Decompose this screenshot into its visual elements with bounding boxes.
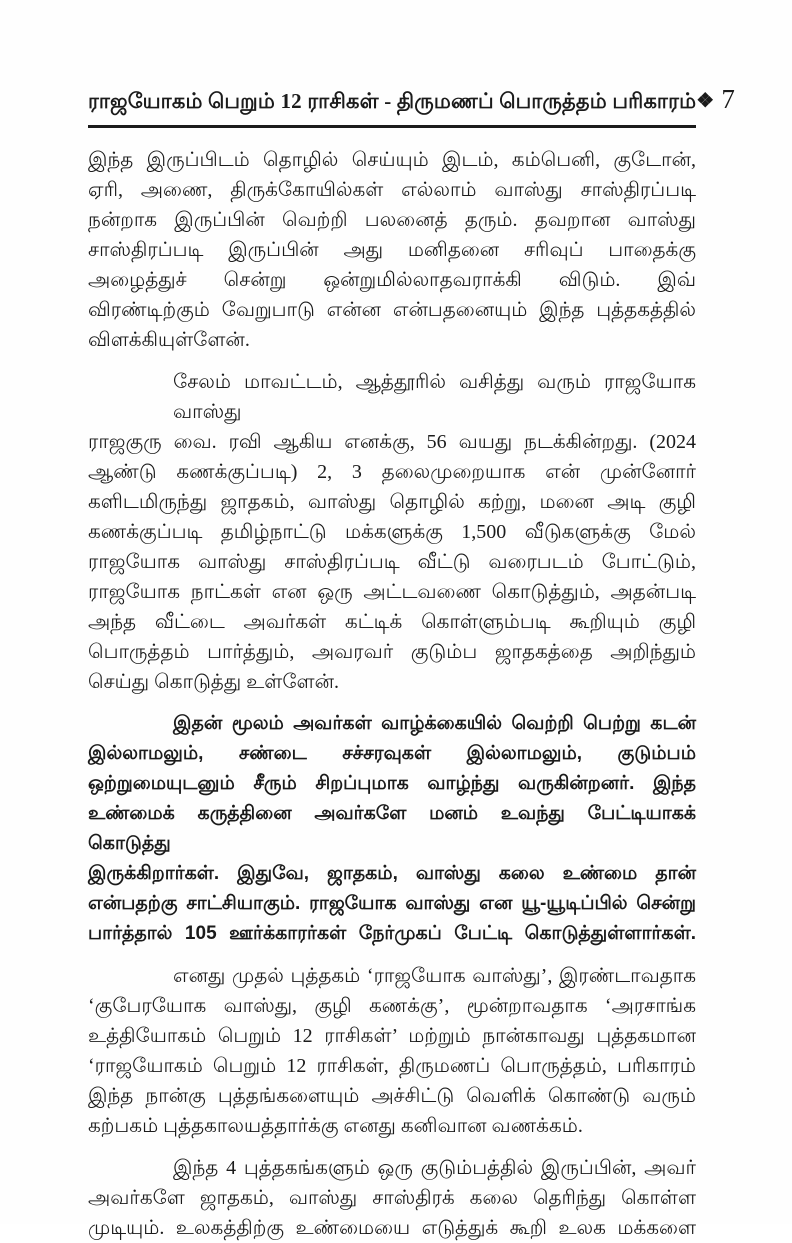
diamond-ornament-icon: ❖	[696, 90, 715, 112]
text-line: ஒற்றுமையுடனும் சீரும் சிறப்புமாக வாழ்ந்து வருகின்றனர். இந்த	[88, 773, 696, 794]
text-line: கணக்குப்படி தமிழ்நாட்டு மக்களுக்கு 1,500 வீடுகளுக்கு மேல்	[88, 521, 696, 543]
text-line: விளக்கியுள்ளேன்.	[88, 329, 250, 351]
text-line: இதன் மூலம் அவர்கள் வாழ்க்கையில் வெற்றி பெற்று கடன்	[173, 713, 696, 734]
text-line: எனது முதல் புத்தகம் ‘ராஜயோக வாஸ்து’, இரண்டாவதாக	[173, 965, 696, 987]
page-number-group	[696, 84, 735, 115]
text-line: செய்து கொடுத்து உள்ளேன்.	[88, 671, 339, 693]
text-line: சேலம் மாவட்டம், ஆத்தூரில் வசித்து வரும் ராஜயோக வாஸ்து	[173, 371, 696, 423]
text-line: ‘குபேரயோக வாஸ்து, குழி கணக்கு’, மூன்றாவதாக ‘அரசாங்க	[88, 995, 696, 1017]
text-line: நன்றாக இருப்பின் வெற்றி பலனைத் தரும். தவறான வாஸ்து	[88, 209, 696, 231]
paragraph-1	[88, 145, 696, 355]
text-line: கற்பகம் புத்தகாலயத்தார்க்கு எனது கனிவான வணக்கம்.	[88, 1115, 583, 1137]
text-line: சாஸ்திரப்படி இருப்பின் அது மனிதனை சரிவுப் பாதைக்கு	[88, 239, 696, 261]
text-line: களிடமிருந்து ஜாதகம், வாஸ்து தொழில் கற்று, மனை அடி குழி	[88, 491, 696, 513]
text-line: இந்த நான்கு புத்தங்களையும் அச்சிட்டு வெளிக் கொண்டு வரும்	[88, 1085, 696, 1107]
body-text	[88, 145, 696, 1243]
text-line: உத்தியோகம் பெறும் 12 ராசிகள்’ மற்றும் நான்காவது புத்தகமான	[88, 1025, 696, 1047]
text-line: ராஜகுரு வை. ரவி ஆகிய எனக்கு, 56 வயது நடக்கின்றது. (2024	[88, 431, 696, 453]
text-line: இந்த 4 புத்தகங்களும் ஒரு குடும்பத்தில் இருப்பின், அவர்	[173, 1157, 696, 1179]
paragraph-2	[88, 367, 696, 697]
text-line: முடியும். உலகத்திற்கு உண்மையை எடுத்துக் கூறி உலக மக்களை	[88, 1217, 696, 1239]
page-content	[88, 84, 736, 1243]
paragraph-3-bold	[88, 709, 696, 949]
paragraph-5	[88, 1153, 696, 1243]
text-line: அவர்களே ஜாதகம், வாஸ்து சாஸ்திரக் கலை தெரிந்து கொள்ள	[88, 1187, 696, 1209]
text-line: அழைத்துச் சென்று ஒன்றுமில்லாதவராக்கி விடும். இவ்	[88, 269, 696, 291]
text-line: உண்மைக் கருத்தினை அவர்களே மனம் உவந்து பேட்டியாகக் கொடுத்து	[88, 803, 696, 854]
paragraph-4	[88, 961, 696, 1141]
text-line: பொருத்தம் பார்த்தும், அவரவர் குடும்ப ஜாதகத்தை அறிந்தும்	[88, 641, 696, 663]
text-line: ‘ராஜயோகம் பெறும் 12 ராசிகள், திருமணப் பொருத்தம், பரிகாரம்	[88, 1055, 696, 1077]
page-header	[88, 84, 736, 116]
page-number: 7	[721, 84, 736, 114]
header-rule	[88, 125, 696, 128]
text-line: ராஜயோக வாஸ்து சாஸ்திரப்படி வீட்டு வரைபடம் போட்டும்,	[88, 551, 696, 573]
text-line: ஏரி, அணை, திருக்கோயில்கள் எல்லாம் வாஸ்து சாஸ்திரப்படி	[88, 179, 696, 201]
text-line: பார்த்தால் 105 ஊர்க்காரர்கள் நேர்முகப் பேட்டி கொடுத்துள்ளார்கள்.	[88, 923, 696, 944]
text-line: என்பதற்கு சாட்சியாகும். ராஜயோக வாஸ்து என யூ-யூடிப்பில் சென்று	[88, 893, 696, 914]
text-line: இந்த இருப்பிடம் தொழில் செய்யும் இடம், கம்பெனி, குடோன்,	[88, 149, 696, 171]
text-line: இருக்கிறார்கள். இதுவே, ஜாதகம், வாஸ்து கலை உண்மை தான்	[88, 863, 696, 884]
text-line: இல்லாமலும், சண்டை சச்சரவுகள் இல்லாமலும், குடும்பம்	[88, 743, 696, 764]
text-line: ராஜயோக நாட்கள் என ஒரு அட்டவணை கொடுத்தும், அதன்படி	[88, 581, 696, 603]
text-line: ஆண்டு கணக்குப்படி) 2, 3 தலைமுறையாக என் முன்னோர்	[88, 461, 696, 483]
text-line: விரண்டிற்கும் வேறுபாடு என்ன என்பதனையும் இந்த புத்தகத்தில்	[88, 299, 696, 321]
text-line: அந்த வீட்டை அவர்கள் கட்டிக் கொள்ளும்படி கூறியும் குழி	[88, 611, 696, 633]
running-title: ராஜயோகம் பெறும் 12 ராசிகள் - திருமணப் பொருத்தம் பரிகாரம்	[88, 89, 697, 113]
